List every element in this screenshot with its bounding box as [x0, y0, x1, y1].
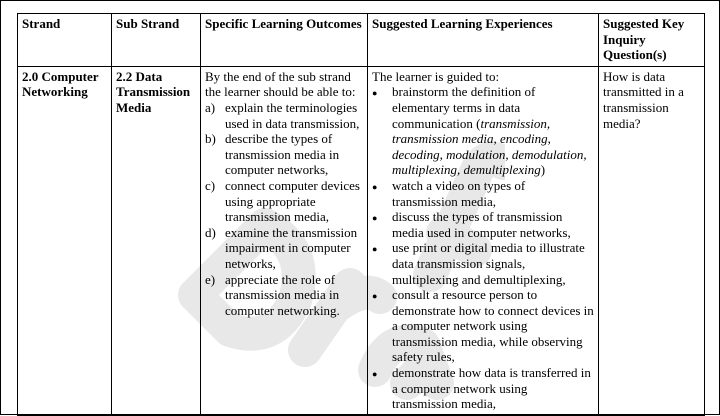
curriculum-table	[17, 13, 705, 416]
outcomes-cell	[201, 66, 368, 415]
experience-text: demonstrate how data is transferred in a computer network using transmission media,	[392, 365, 591, 412]
outcome-marker: e)	[205, 271, 216, 287]
experience-text: use print or digital media to illustrate data transmission signals, multiplexing and demultiplexing,	[392, 240, 585, 287]
outcome-item	[205, 131, 363, 178]
outcome-item	[205, 100, 363, 131]
bullet-icon: ●	[372, 369, 378, 380]
bullet-icon: ●	[372, 213, 378, 224]
experiences-cell	[368, 66, 599, 415]
table-row	[18, 66, 705, 415]
experience-item	[372, 240, 594, 287]
strand-cell: 2.0 Computer Networking	[18, 66, 112, 415]
outcome-text: examine the transmission impairment in computer networks,	[225, 224, 358, 271]
outcome-marker: c)	[205, 177, 216, 193]
experience-lead: brainstorm the definition of elementary terms in data communication (	[392, 84, 536, 131]
outcome-item	[205, 178, 363, 225]
header-row	[18, 14, 705, 67]
experiences-intro: The learner is guided to:	[372, 68, 500, 84]
outcome-item	[205, 225, 363, 272]
outcome-marker: d)	[205, 224, 216, 240]
outcome-item	[205, 272, 363, 319]
experience-text	[392, 84, 594, 178]
header-questions: Suggested Key Inquiry Question(s)	[599, 14, 705, 67]
bullet-icon: ●	[372, 181, 378, 192]
bullet-icon: ●	[372, 244, 378, 255]
experience-item	[372, 287, 594, 365]
experience-text: consult a resource person to demonstrate how to connect devices in a computer network using transmission media, while observing safety rules,	[392, 287, 594, 365]
bullet-icon: ●	[372, 88, 378, 99]
outcome-text: appreciate the role of transmission media in computer networking.	[225, 271, 340, 318]
header-sub-strand: Sub Strand	[112, 14, 201, 67]
header-strand: Strand	[18, 14, 112, 67]
header-experiences: Suggested Learning Experiences	[368, 14, 599, 67]
experience-item	[372, 365, 594, 412]
outcome-marker: b)	[205, 131, 216, 147]
question-cell: How is data transmitted in a transmission media?	[599, 66, 705, 415]
outcome-marker: a)	[205, 99, 216, 115]
experience-text: watch a video on types of transmission media,	[392, 177, 526, 209]
experience-tail: )	[540, 162, 546, 178]
bullet-icon: ●	[372, 291, 378, 302]
outcomes-list	[205, 100, 363, 318]
sub-strand-cell: 2.2 Data Transmission Media	[112, 66, 201, 415]
outcome-text: describe the types of transmission media in computer networks,	[225, 131, 340, 178]
experience-terms: transmission, transmission media, encoding, decoding, modulation, demodulation, multiplexing, demultiplexing	[392, 115, 587, 178]
experience-item	[372, 84, 594, 178]
outcomes-intro: By the end of the sub strand the learner should be able to:	[205, 68, 356, 100]
outcome-text: connect computer devices using appropriate transmission media,	[225, 177, 360, 225]
experience-text: discuss the types of transmission media used in computer networks,	[392, 209, 571, 240]
header-outcomes: Specific Learning Outcomes	[201, 14, 368, 67]
outcome-text: explain the terminologies used in data transmission,	[225, 99, 360, 131]
experiences-list	[372, 84, 594, 411]
experience-item	[372, 178, 594, 209]
experience-item	[372, 209, 594, 240]
